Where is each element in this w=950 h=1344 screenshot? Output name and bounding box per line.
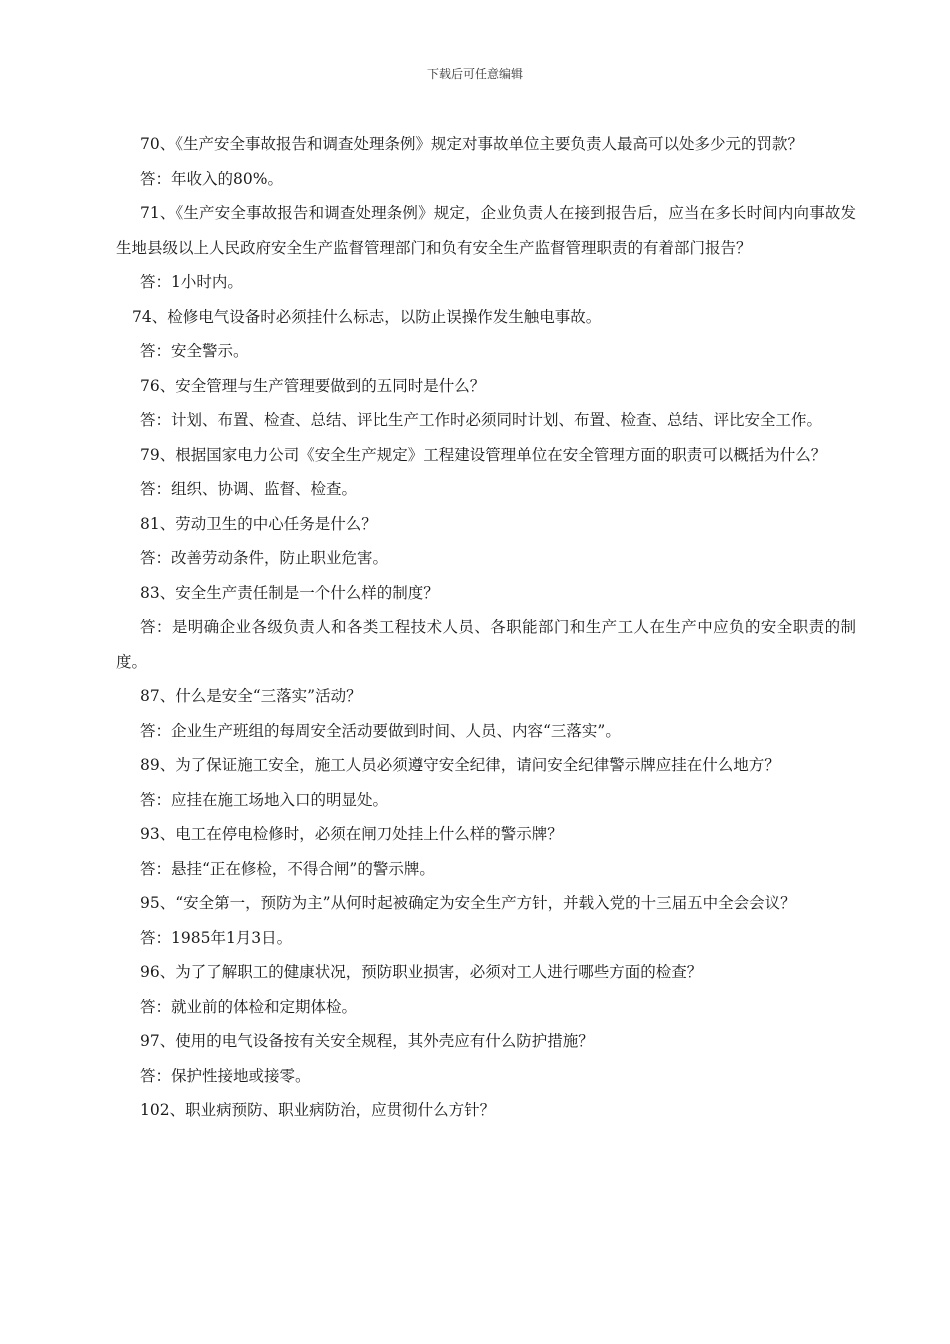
qa-content [116,127,856,1128]
answer-97: 答：保护性接地或接零。 [140,1066,311,1085]
question-96: 96、为了了解职工的健康状况，预防职业损害，必须对工人进行哪些方面的检查？ [140,963,703,981]
answer-71: 答：1小时内。 [140,273,243,291]
question-97: 97、使用的电气设备按有关安全规程，其外壳应有什么防护措施？ [140,1032,594,1050]
question-81: 81、劳动卫生的中心任务是什么？ [140,514,377,533]
question-87: 87、什么是安全“三落实”活动？ [140,687,362,705]
answer-70: 答：年收入的80%。 [140,169,283,188]
answer-96: 答：就业前的体检和定期体检。 [140,997,358,1016]
question-79: 79、根据国家电力公司《安全生产规定》工程建设管理单位在安全管理方面的职责可以概括为什么？ [140,445,827,464]
answer-89: 答：应挂在施工场地入口的明显处。 [140,790,389,809]
question-71: 71、《生产安全事故报告和调查处理条例》规定，企业负责人在接到报告后，应当在多长时间内向事故发生地县级以上人民政府安全生产监督管理部门和负有安全生产监督管理职责的有着部门报告？ [116,204,856,257]
answer-79: 答：组织、协调、监督、检查。 [140,480,358,498]
question-83: 83、安全生产责任制是一个什么样的制度？ [140,583,439,602]
question-74: 74、检修电气设备时必须挂什么标志，以防止误操作发生触电事故。 [132,307,602,326]
question-93: 93、电工在停电检修时，必须在闸刀处挂上什么样的警示牌？ [140,825,563,843]
answer-87: 答：企业生产班组的每周安全活动要做到时间、人员、内容“三落实”。 [140,721,621,740]
question-102: 102、职业病预防、职业病防治，应贯彻什么方针？ [140,1101,496,1119]
answer-83: 答：是明确企业各级负责人和各类工程技术人员、各职能部门和生产工人在生产中应负的安全职责的制度。 [116,618,856,671]
page-header: 下载后可任意编辑 [426,67,523,81]
answer-81: 答：改善劳动条件，防止职业危害。 [140,549,389,567]
question-89: 89、为了保证施工安全，施工人员必须遵守安全纪律，请问安全纪律警示牌应挂在什么地方？ [140,756,780,774]
question-95: 95、“安全第一，预防为主”从何时起被确定为安全生产方针，并载入党的十三届五中全会会议？ [140,894,796,912]
answer-74: 答：安全警示。 [140,342,249,360]
answer-95: 答：1985年1月3日。 [140,928,293,947]
question-70: 70、《生产安全事故报告和调查处理条例》规定对事故单位主要负责人最高可以处多少元的罚款？ [140,135,803,153]
answer-93: 答：悬挂“正在修检，不得合闸”的警示牌。 [140,859,435,878]
question-76: 76、安全管理与生产管理要做到的五同时是什么？ [140,376,486,395]
answer-76: 答：计划、布置、检查、总结、评比生产工作时必须同时计划、布置、检查、总结、评比安全工作。 [140,411,823,429]
